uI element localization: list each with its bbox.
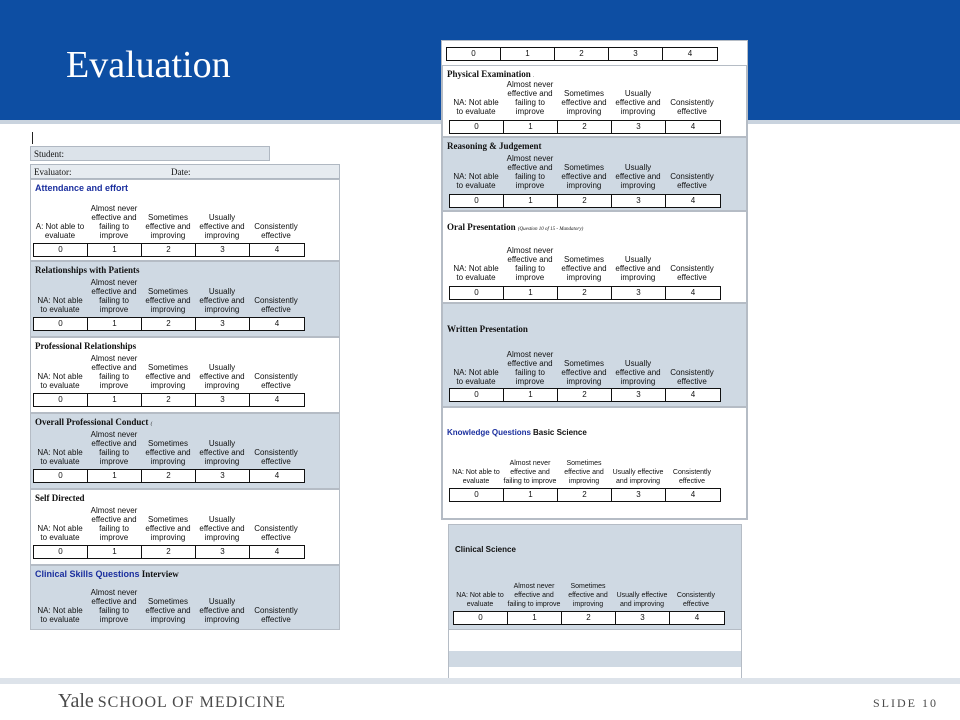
rating-option-3[interactable]: 3 (616, 612, 670, 624)
scale-label-4: Consistently effective (254, 222, 298, 240)
scale-label-1: Almost never effective and failing to improve (90, 204, 138, 240)
rating-option-0[interactable]: 0 (34, 318, 88, 330)
section-title: Clinical Skills Questions Interview (35, 569, 179, 579)
section-professional-relationships (30, 337, 340, 413)
scale-label-3: Usually effective and improving (199, 515, 245, 542)
scale-label-2: Sometimes effective and improving (145, 287, 191, 314)
scale-label-na: NA: Not able to evaluate (452, 469, 500, 485)
date-label: Date: (171, 167, 191, 177)
rating-scale[interactable] (446, 47, 718, 61)
evaluator-date-row[interactable] (30, 164, 340, 179)
scale-label-2: Sometimes effective and improving (145, 597, 191, 624)
rating-option-0[interactable]: 0 (454, 612, 508, 624)
scale-label-na: NA: Not able to evaluate (456, 592, 504, 608)
rating-option-3[interactable]: 3 (196, 546, 250, 558)
rating-option-2[interactable]: 2 (142, 470, 196, 482)
scale-labels (33, 506, 303, 542)
rating-option-1[interactable]: 1 (508, 612, 562, 624)
rating-option-1[interactable]: 1 (504, 121, 558, 133)
rating-option-2[interactable]: 2 (562, 612, 616, 624)
section-oral-presentation (442, 211, 747, 303)
rating-option-3[interactable]: 3 (612, 489, 666, 501)
scale-label-na: NA: Not able to evaluate (453, 172, 499, 190)
scale-label-na: NA: Not able to evaluate (453, 264, 499, 282)
scale-label-2: Sometimes effective and improving (561, 163, 607, 190)
rating-option-4[interactable]: 4 (274, 245, 280, 254)
rating-option-1[interactable]: 1 (88, 318, 142, 330)
rating-option-4[interactable]: 4 (690, 390, 696, 399)
section-overall-professional-conduct (30, 413, 340, 489)
scale-label-3: Usually effective and improving (199, 597, 245, 624)
scale-labels (449, 450, 719, 486)
scale-label-2: Sometimes effective and improving (568, 583, 608, 608)
scale-label-3: Usually effective and improving (615, 359, 661, 386)
rating-option-2[interactable]: 2 (142, 394, 196, 406)
scale-label-4: Consistently effective (254, 296, 298, 314)
student-field[interactable] (30, 146, 270, 161)
rating-option-0[interactable]: 0 (450, 489, 504, 501)
section-title: Professional Relationships (35, 341, 137, 351)
rating-option-2[interactable]: 2 (558, 287, 612, 299)
rating-scale[interactable] (449, 194, 721, 208)
rating-option-2[interactable]: 2 (555, 48, 609, 60)
rating-option-3[interactable]: 3 (196, 318, 250, 330)
rating-option-2[interactable]: 2 (558, 489, 612, 501)
section-title: Knowledge Questions Basic Science (447, 428, 587, 437)
scale-label-na: NA: Not able to evaluate (37, 606, 83, 624)
scale-label-na: NA: Not able to evaluate (37, 296, 83, 314)
scale-label-1: Almost never effective and failing to improve (507, 583, 561, 608)
section-title: Written Presentation (447, 324, 528, 334)
section-title: Physical Examination . (447, 69, 535, 79)
rating-option-1[interactable]: 1 (88, 546, 142, 558)
right-evaluation-form (441, 40, 748, 520)
scale-label-1: Almost never effective and failing to improve (506, 350, 554, 386)
scale-label-2: Sometimes effective and improving (145, 213, 191, 240)
rating-option-3[interactable]: 3 (196, 394, 250, 406)
section-clinical-science (449, 525, 741, 629)
scale-label-4: Consistently effective (670, 172, 714, 190)
rating-option-4[interactable]: 4 (274, 547, 280, 556)
rating-option-1[interactable]: 1 (504, 195, 558, 207)
rating-option-2[interactable]: 2 (558, 389, 612, 401)
rating-option-2[interactable]: 2 (558, 195, 612, 207)
scale-label-3: Usually effective and improving (612, 469, 664, 485)
text-cursor (32, 132, 33, 144)
scale-label-2: Sometimes effective and improving (561, 359, 607, 386)
scale-label-na: NA: Not able to evaluate (453, 368, 499, 386)
rating-option-4[interactable]: 4 (274, 395, 280, 404)
footer-divider (0, 678, 960, 684)
scale-label-1: Almost never effective and failing to improve (506, 80, 554, 116)
rating-option-3[interactable]: 3 (612, 389, 666, 401)
rating-option-0[interactable]: 0 (34, 244, 88, 256)
rating-option-0[interactable]: 0 (450, 287, 504, 299)
rating-scale[interactable] (449, 488, 721, 502)
section-knowledge-basic-science (442, 407, 747, 519)
rating-scale[interactable] (449, 388, 721, 402)
scale-label-1: Almost never effective and failing to improve (90, 430, 138, 466)
rating-option-3[interactable]: 3 (612, 287, 666, 299)
rating-option-2[interactable]: 2 (142, 318, 196, 330)
slide-number: SLIDE 10 (873, 696, 938, 710)
scale-label-3: Usually effective and improving (199, 363, 245, 390)
scale-labels (33, 278, 303, 314)
scale-label-4: Consistently effective (670, 368, 714, 386)
section-relationships-patients (30, 261, 340, 337)
rating-option-0[interactable]: 0 (34, 470, 88, 482)
scale-label-1: Almost never effective and failing to improve (90, 588, 138, 624)
scale-label-2: Sometimes effective and improving (564, 460, 604, 485)
scale-label-na: NA: Not able to evaluate (453, 98, 499, 116)
scale-label-3: Usually effective and improving (615, 163, 661, 190)
scale-labels (449, 350, 719, 386)
rating-option-1[interactable]: 1 (504, 287, 558, 299)
scale-labels (33, 204, 303, 240)
scale-label-na: NA: Not able to evaluate (37, 524, 83, 542)
scale-labels (33, 430, 303, 466)
rating-option-3[interactable]: 3 (612, 121, 666, 133)
scale-label-4: Consistently effective (672, 469, 712, 485)
blank-row (449, 629, 741, 652)
rating-option-2[interactable]: 2 (142, 244, 196, 256)
rating-option-3[interactable]: 3 (609, 48, 663, 60)
section-self-directed (30, 489, 340, 565)
section-title: Overall Professional Conduct ( (35, 417, 153, 427)
rating-scale[interactable] (33, 243, 305, 257)
scale-label-3: Usually effective and improving (616, 592, 668, 608)
scale-label-1: Almost never effective and failing to improve (90, 278, 138, 314)
scale-labels (33, 588, 303, 624)
rating-scale[interactable] (33, 469, 305, 483)
footer-brand (58, 690, 286, 713)
rating-option-4[interactable]: 4 (694, 613, 700, 622)
section-clinical-skills-interview (30, 565, 340, 630)
scale-label-na: NA: Not able to evaluate (37, 372, 83, 390)
scale-label-1: Almost never effective and failing to improve (506, 154, 554, 190)
rating-scale[interactable] (33, 545, 305, 559)
scale-label-4: Consistently effective (670, 264, 714, 282)
scale-label-4: Consistently effective (676, 592, 716, 608)
rating-scale[interactable] (453, 611, 725, 625)
rating-option-4[interactable]: 4 (690, 122, 696, 131)
rating-option-1[interactable]: 1 (504, 489, 558, 501)
scale-labels (449, 246, 719, 282)
rating-scale[interactable] (449, 120, 721, 134)
scale-label-3: Usually effective and improving (199, 439, 245, 466)
brand-name: Yale (58, 690, 94, 712)
rating-option-1[interactable]: 1 (88, 470, 142, 482)
student-label: Student: (34, 149, 65, 159)
scale-label-4: Consistently effective (254, 606, 298, 624)
brand-school: SCHOOL OF MEDICINE (97, 694, 286, 711)
scale-label-4: Consistently effective (254, 524, 298, 542)
section-title: Clinical Science (455, 545, 516, 554)
section-attendance-effort (30, 179, 340, 261)
scale-label-3: Usually effective and improving (615, 89, 661, 116)
section-title: Self Directed (35, 493, 85, 503)
rating-scale[interactable] (33, 317, 305, 331)
rating-option-0[interactable]: 0 (450, 121, 504, 133)
scale-labels (449, 80, 719, 116)
rating-option-1[interactable]: 1 (501, 48, 555, 60)
scale-label-3: Usually effective and improving (199, 213, 245, 240)
section-written-presentation (442, 303, 747, 407)
scale-label-2: Sometimes effective and improving (561, 255, 607, 282)
scale-label-2: Sometimes effective and improving (561, 89, 607, 116)
rating-scale[interactable] (33, 393, 305, 407)
slide-title: Evaluation (66, 44, 231, 86)
scale-label-3: Usually effective and improving (199, 287, 245, 314)
rating-option-3[interactable]: 3 (196, 470, 250, 482)
scale-label-3: Usually effective and improving (615, 255, 661, 282)
rating-option-3[interactable]: 3 (196, 244, 250, 256)
left-evaluation-form (30, 128, 340, 630)
rating-option-0[interactable]: 0 (450, 195, 504, 207)
rating-option-4[interactable]: 4 (690, 196, 696, 205)
scale-label-2: Sometimes effective and improving (145, 363, 191, 390)
rating-option-4[interactable]: 4 (274, 471, 280, 480)
section-title: Reasoning & Judgement (447, 141, 542, 151)
scale-labels (453, 573, 723, 609)
scale-label-4: Consistently effective (670, 98, 714, 116)
rating-option-3[interactable]: 3 (612, 195, 666, 207)
section-title: Oral Presentation (Question 10 of 15 - Mandatory) (447, 222, 584, 232)
scale-label-na: A: Not able to evaluate (35, 222, 85, 240)
clinical-science-form (448, 524, 742, 684)
rating-option-1[interactable]: 1 (88, 394, 142, 406)
rating-option-2[interactable]: 2 (142, 546, 196, 558)
scale-label-4: Consistently effective (254, 448, 298, 466)
rating-option-0[interactable]: 0 (447, 48, 501, 60)
blank-shaded-row (449, 651, 741, 667)
rating-option-2[interactable]: 2 (558, 121, 612, 133)
rating-option-4[interactable]: 4 (690, 490, 696, 499)
rating-option-0[interactable]: 0 (450, 389, 504, 401)
scale-label-1: Almost never effective and failing to improve (503, 460, 557, 485)
section-title: Attendance and effort (35, 183, 129, 193)
scale-labels (33, 354, 303, 390)
section-reasoning-judgement (442, 137, 747, 211)
evaluator-label: Evaluator: (34, 167, 72, 177)
section-physical-examination (442, 65, 747, 137)
rating-option-0[interactable]: 0 (34, 394, 88, 406)
rating-scale[interactable] (449, 286, 721, 300)
rating-option-1[interactable]: 1 (504, 389, 558, 401)
rating-option-1[interactable]: 1 (88, 244, 142, 256)
rating-option-4[interactable]: 4 (687, 49, 693, 58)
scale-label-1: Almost never effective and failing to improve (90, 506, 138, 542)
scale-label-2: Sometimes effective and improving (145, 515, 191, 542)
rating-option-4[interactable]: 4 (690, 288, 696, 297)
rating-option-4[interactable]: 4 (274, 319, 280, 328)
scale-labels (449, 154, 719, 190)
scale-label-4: Consistently effective (254, 372, 298, 390)
scale-label-1: Almost never effective and failing to improve (90, 354, 138, 390)
scale-label-2: Sometimes effective and improving (145, 439, 191, 466)
scale-label-1: Almost never effective and failing to improve (506, 246, 554, 282)
section-title: Relationships with Patients (35, 265, 140, 275)
rating-option-0[interactable]: 0 (34, 546, 88, 558)
scale-label-na: NA: Not able to evaluate (37, 448, 83, 466)
